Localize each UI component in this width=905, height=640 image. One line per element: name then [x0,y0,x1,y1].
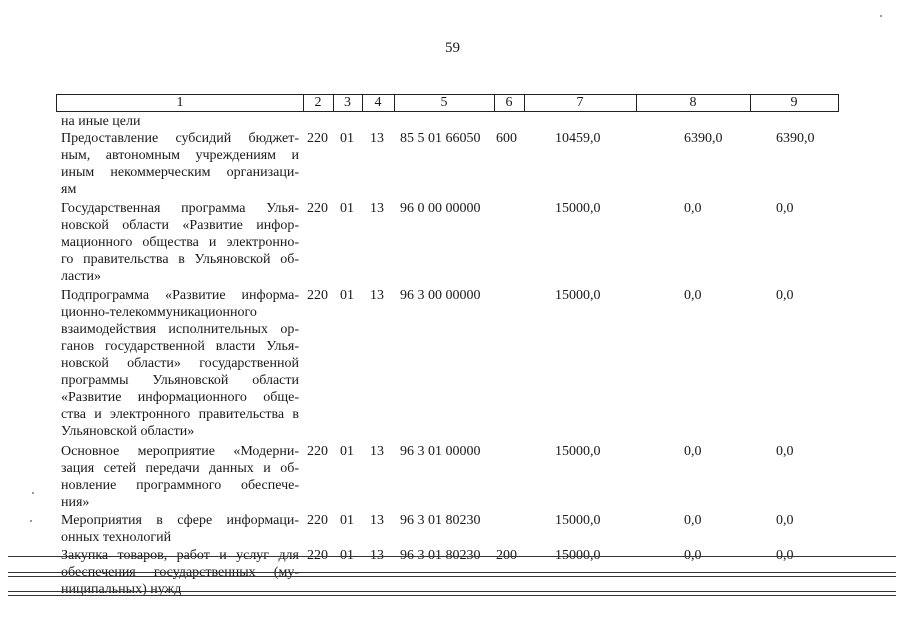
scan-speck [880,15,882,17]
strike-line [8,576,896,577]
description-line: Государственная программа Улья- [61,201,299,216]
cell-subsection: 13 [370,513,384,528]
description-line: Закупка товаров, работ и услуг для [61,548,299,563]
cell-amount-1: 15000,0 [555,548,601,563]
cell-subsection: 13 [370,131,384,146]
cell-target-code: 96 3 01 00000 [400,444,481,459]
page-number: 59 [445,40,460,56]
description-line: программы Ульяновской области [61,373,299,388]
header-cell-9: 9 [790,95,798,110]
cell-subsection: 13 [370,548,384,563]
header-cell-1: 1 [57,95,304,111]
description-line: ям [61,182,77,197]
cell-amount-2: 0,0 [684,288,702,303]
cell-amount-1: 15000,0 [555,288,601,303]
cell-amount-2: 0,0 [684,444,702,459]
cell-subsection: 13 [370,288,384,303]
row-description [61,443,299,511]
header-cell-7: 7 [524,95,637,111]
header-cell-6: 6 [494,95,525,111]
description-line: новление программного обеспече- [61,478,299,493]
description-line: Основное мероприятие «Модерни- [61,444,299,459]
cell-amount-1: 15000,0 [555,201,601,216]
description-line: «Развитие информационного обще- [61,390,299,405]
header-cell-5: 5 [394,95,495,111]
cell-ministry: 220 [307,444,328,459]
strike-line [8,591,896,592]
cell-section: 01 [340,444,354,459]
cell-amount-3: 0,0 [776,513,794,528]
description-line: ным, автономным учреждениям и [61,148,299,163]
description-line: мационного общества и электронно- [61,235,299,250]
row-description [61,130,299,198]
cell-amount-1: 15000,0 [555,444,601,459]
cell-target-code: 96 3 01 80230 [400,513,481,528]
description-line: ласти» [61,269,102,284]
scan-speck [30,520,32,522]
row-description [61,512,299,546]
cell-ministry: 220 [307,288,328,303]
description-line: ния» [61,495,90,510]
description-line: зация сетей передачи данных и об- [61,461,299,476]
cell-amount-3: 0,0 [776,288,794,303]
row-description [61,200,299,285]
cell-target-code: 96 0 00 00000 [400,201,481,216]
strike-line [8,556,896,557]
cell-section: 01 [340,548,354,563]
cell-subsection: 13 [370,201,384,216]
header-cell-3: 3 [333,95,363,111]
row-description [61,113,299,130]
description-line: на иные цели [61,114,141,129]
row-description [61,287,299,440]
cell-amount-3: 0,0 [776,201,794,216]
header-cell-2: 2 [303,95,334,111]
cell-section: 01 [340,201,354,216]
description-line: Предоставление субсидий бюджет- [61,131,299,146]
description-line: го правительства в Ульяновской об- [61,252,299,267]
description-line: обеспечения государственных (му- [61,565,299,580]
description-line: ционно-телекоммуникационного [61,305,257,320]
cell-section: 01 [340,513,354,528]
description-line: ства и электронного правительства в [61,407,299,422]
scan-speck [32,492,34,494]
description-line: иным некоммерческим организаци- [61,165,299,180]
description-line: новской области «Развитие инфор- [61,218,299,233]
cell-amount-3: 0,0 [776,548,794,563]
cell-ministry: 220 [307,131,328,146]
cell-amount-2: 0,0 [684,513,702,528]
cell-amount-2: 0,0 [684,548,702,563]
description-line: Мероприятия в сфере информаци- [61,513,299,528]
description-line: ганов государственной власти Улья- [61,339,299,354]
table-header [56,94,839,112]
cell-expense-type: 200 [496,548,517,563]
header-cell-8: 8 [636,95,751,111]
cell-amount-3: 6390,0 [776,131,815,146]
cell-amount-1: 15000,0 [555,513,601,528]
cell-amount-2: 6390,0 [684,131,723,146]
cell-target-code: 85 5 01 66050 [400,131,481,146]
description-line: онных технологий [61,530,172,545]
strike-line [8,595,896,596]
cell-section: 01 [340,288,354,303]
cell-amount-3: 0,0 [776,444,794,459]
description-line: новской области» государственной [61,356,299,371]
cell-ministry: 220 [307,548,328,563]
cell-amount-2: 0,0 [684,201,702,216]
cell-target-code: 96 3 01 80230 [400,548,481,563]
cell-subsection: 13 [370,444,384,459]
description-line: Ульяновской области» [61,424,195,439]
description-line: взаимодействия исполнительных ор- [61,322,299,337]
cell-section: 01 [340,131,354,146]
cell-ministry: 220 [307,201,328,216]
cell-expense-type: 600 [496,131,517,146]
cell-amount-1: 10459,0 [555,131,601,146]
strike-line [8,572,896,573]
header-cell-4: 4 [362,95,395,111]
cell-ministry: 220 [307,513,328,528]
description-line: ниципальных) нужд [61,582,182,597]
description-line: Подпрограмма «Развитие информа- [61,288,299,303]
cell-target-code: 96 3 00 00000 [400,288,481,303]
